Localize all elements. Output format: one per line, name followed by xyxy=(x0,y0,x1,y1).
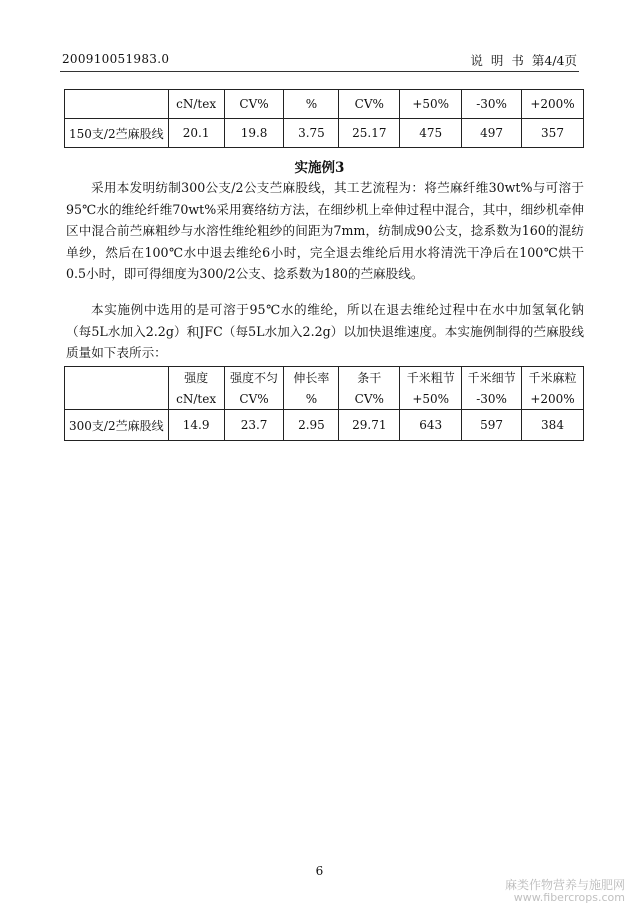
table-cell: 2.95 xyxy=(284,410,339,441)
paragraph: 采用本发明纺制300公支/2公支苎麻股线，其工艺流程为：将苎麻纤维30wt%与可溶于95℃水的维纶纤维70wt%采用赛络纺方法，在细纱机上牵伸过程中混合，其中，细纱机牵伸区中混合前苎麻粗纱与水溶性维纶粗纱的间距为7mm，纺制成90公支，捻系数为160的混纺单纱，然后在100℃水中退去维纶6小时，完全退去维纶后用水将清洗干净后在100℃烘干0.5小时，即可得细度为300/2公支、捻系数为180的苎麻股线。 xyxy=(66,180,584,282)
table-header-cell: -30% xyxy=(462,388,522,410)
table-cell: 475 xyxy=(400,119,462,148)
paragraph: 本实施例中选用的是可溶于95℃水的维纶，所以在退去维纶过程中在水中加氢氧化钠（每5L水加入2.2g）和JFC（每5L水加入2.2g）以加快退维速度。本实施例制得的苎麻股线质量如下表所示： xyxy=(66,302,584,361)
page-label: 第4/4页 xyxy=(531,53,577,68)
section-title: 实施例3 xyxy=(294,160,345,176)
quality-table-example-2 xyxy=(64,89,584,148)
table-cell: 23.7 xyxy=(224,410,284,441)
table-header-cell: % xyxy=(284,388,339,410)
table-header-cell: 强度 xyxy=(168,367,224,389)
table-header-cell: CV% xyxy=(224,388,284,410)
page-number: 6 xyxy=(315,864,324,878)
table-cell: 20.1 xyxy=(168,119,224,148)
table-header-cell: +50% xyxy=(400,90,462,119)
table-row xyxy=(65,410,584,441)
table-header-cell: CV% xyxy=(224,90,284,119)
header-title-char: 书 xyxy=(511,53,524,68)
table-cell: 14.9 xyxy=(168,410,224,441)
table-cell: 3.75 xyxy=(284,119,339,148)
patent-number: 200910051983.0 xyxy=(62,52,170,66)
table-header-cell: cN/tex xyxy=(168,388,224,410)
table-cell: 384 xyxy=(522,410,584,441)
table-header-row xyxy=(65,367,584,389)
table-row xyxy=(65,119,584,148)
table-cell: 29.71 xyxy=(339,410,400,441)
table-header-cell: +50% xyxy=(400,388,462,410)
table-header-cell: % xyxy=(284,90,339,119)
table-cell: 643 xyxy=(400,410,462,441)
table-header-cell: 伸长率 xyxy=(284,367,339,389)
table-header-cell: CV% xyxy=(339,90,400,119)
table-header-cell: 千米粗节 xyxy=(400,367,462,389)
watermark-text: 麻类作物营养与施肥网 xyxy=(504,878,625,892)
table-header-cell: CV% xyxy=(339,388,400,410)
table-header-cell: +200% xyxy=(522,90,584,119)
header-divider xyxy=(60,71,579,72)
header-title xyxy=(462,51,577,69)
header-title-char: 明 xyxy=(490,53,504,68)
table-header-cell: +200% xyxy=(522,388,584,410)
table-cell: 497 xyxy=(462,119,522,148)
table-header-cell: 千米细节 xyxy=(462,367,522,389)
table-header-row xyxy=(65,90,584,119)
watermark-url: www.fibercrops.com xyxy=(513,891,625,904)
table-header-cell: 强度不匀 xyxy=(224,367,284,389)
table-header-cell: 条干 xyxy=(339,367,400,389)
table-cell: 19.8 xyxy=(224,119,284,148)
table-cell: 150支/2苎麻股线 xyxy=(65,119,169,148)
table-cell: 25.17 xyxy=(339,119,400,148)
table-cell: 300支/2苎麻股线 xyxy=(65,410,169,441)
table-header-cell xyxy=(65,367,169,410)
table-header-cell: -30% xyxy=(462,90,522,119)
table-header-cell xyxy=(65,90,169,119)
table-cell: 357 xyxy=(522,119,584,148)
table-cell: 597 xyxy=(462,410,522,441)
quality-table-example-3 xyxy=(64,366,584,441)
table-header-cell: cN/tex xyxy=(168,90,224,119)
table-header-cell: 千米麻粒 xyxy=(522,367,584,389)
header-title-char: 说 xyxy=(470,53,483,68)
